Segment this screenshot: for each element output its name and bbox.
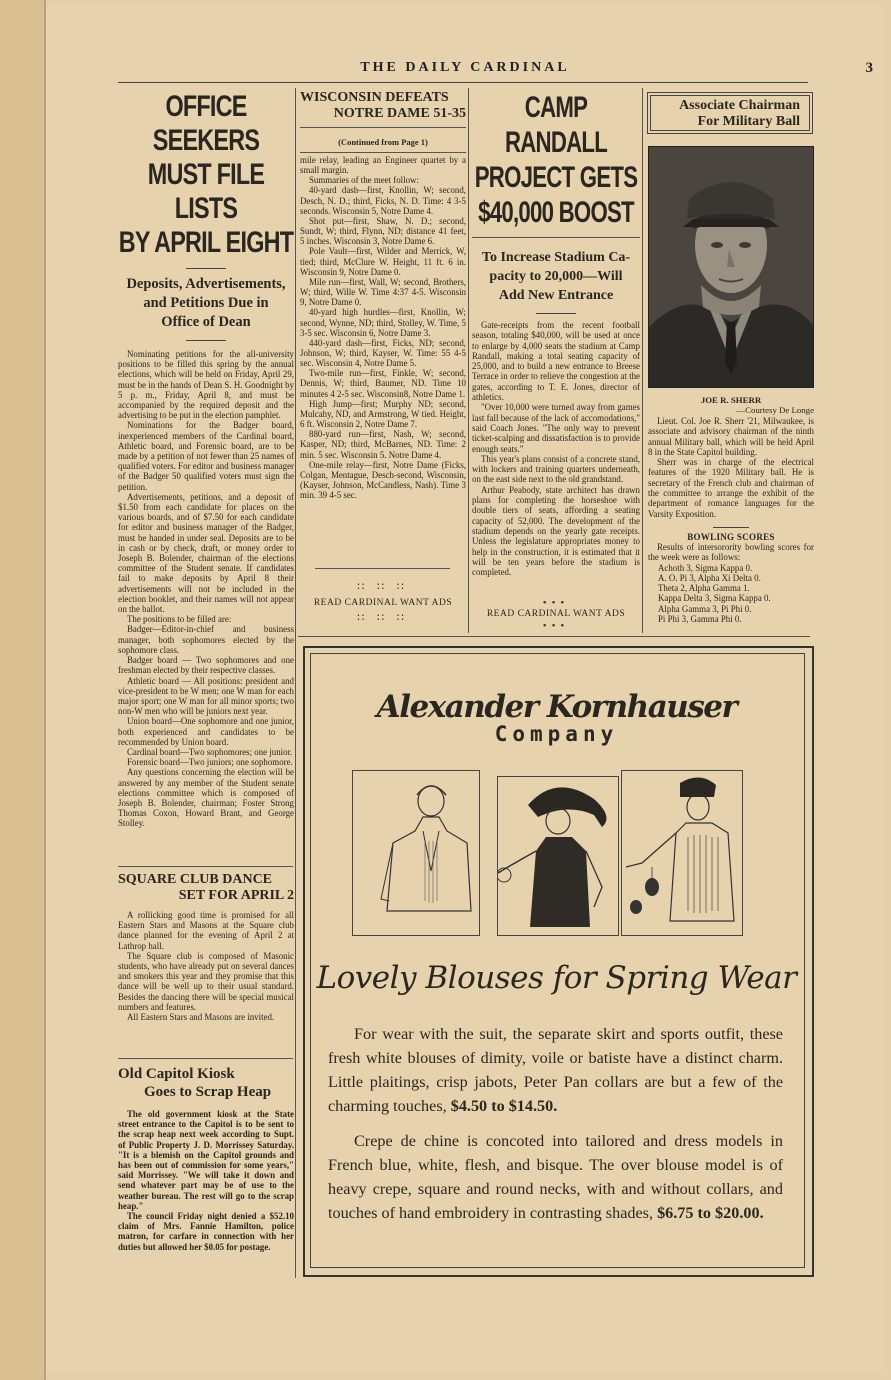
column-divider (468, 88, 469, 633)
bowling-line: Pi Phi 3, Gamma Phi 0. (658, 614, 742, 625)
ad-paragraph: For wear with the suit, the separate skirt and sports outfit, these fresh white blouses of dimity, voile or batiste have a distinct charm. Little plaitings, crisp jabots, Peter Pan collars are but a few of the charming touches, (328, 1025, 783, 1115)
column-divider (642, 88, 643, 633)
headline-line: OFFICE SEEKERS (152, 90, 260, 157)
bowling-body (648, 542, 814, 624)
headline-line: CAMP RANDALL (504, 91, 608, 159)
paragraph: 880-yard run—first, Nash, W; second, Kasper, ND; third, McBarnes, ND. Time: 2 min. 5 sec. Wisconsin 5. Notre Dame 4. (300, 429, 466, 460)
ad-body-2 (328, 1129, 783, 1225)
bowling-line: Theta 2, Alpha Gamma 1. (658, 583, 750, 594)
paragraph: Mile run—first, Wall, W; second, Brothers, W; third, Wille W. Time 4:37 4-5. Wisconsin 9, Notre Dame 0. (300, 276, 466, 308)
paragraph: Two-mile run—first, Finkle, W; second, Dennis, W; third, Baumer, ND. Time 10 minutes 4 2-5 sec. Wisconsin8, Notre Dame 1. (300, 368, 466, 399)
paragraph: 40-yard high hurdles—first, Knollin, W; second, Wynne, ND; third, Stolley, W. Time, 5 3-5 sec. Wisconsin 6, Notre Dame 3. (300, 307, 466, 338)
divider (300, 152, 466, 153)
photo-caption-name: JOE R. SHERR (700, 395, 762, 405)
binding-strip (0, 0, 46, 1380)
paragraph: High Jump—first; Murphy ND; second, Mulcahy, ND, and Armstrong, W tied. Height, 6 ft. Wisconsin 2, Notre Dame 7. (300, 398, 466, 430)
bowling-line: Alpha Gamma 3, Pi Phi 0. (658, 603, 752, 614)
headline-office-seekers (118, 90, 294, 260)
paragraph: Sherr was in charge of the electrical features of the 1920 Military ball. He is secretary of the French club and chairman of the committee to arrange the exhibit of the department of romance languages for the Varsity Exposition. (648, 457, 814, 519)
headline-square-club (118, 872, 294, 904)
bowling-line: Kappa Delta 3, Sigma Kappa 0. (658, 593, 771, 604)
article-kiosk (118, 1065, 294, 1252)
ornament-stars: ∷ ∷ ∷ (357, 581, 409, 593)
ad-brand-logo: Alexander Kornhauser (376, 689, 737, 725)
paragraph: Badger—Editor-in-chief and business manager, both sophomores elected by the sophomore class. (118, 624, 294, 655)
divider (186, 268, 226, 269)
paragraph: Nominating petitions for the all-university positions to be filled this spring by the annual elections, which will be held on Friday, April 29, must be in the hands of Dean S. H. Goodnight by 5 p. m., Friday, April 8, and must be accompanied by the required deposit and the advertising to be put in the election pamphlet. (118, 349, 294, 421)
body-camp-randall (472, 320, 640, 577)
headline-line: $40,000 BOOST (478, 196, 634, 229)
subhead-line: Deposits, Advertisements, (126, 276, 286, 292)
paragraph: Gate-receipts from the recent football season, totaling $40,000, will be used at once to enlarge by 4,000 seats the stadium at Camp Randall, making a total seating capacity of 25,000, and to build a new entrance to Breese Terrace in order to relieve the congestion at the gates, according to T. E. Jones, director of athletics. (472, 320, 640, 403)
ad-price: $6.75 to $20.00. (657, 1204, 764, 1222)
ad-top-rule (298, 636, 810, 637)
subhead-office-seekers (118, 275, 294, 332)
headline-line: For Military Ball (697, 114, 800, 129)
article-wisconsin-defeats (300, 90, 466, 500)
paragraph: Nominations for the Badger board, inexperienced members of the Cardinal board, Athletic board, and Forensic board, are to be made by a petition of not fewer than 25 names of qualified voters. For editor and business manager of the Badger 50 qualified voters must sign the petition. (118, 420, 294, 492)
paragraph: 440-yard dash—first, Ficks, ND; second, Johnson, W; third, Kayser, W. Time: 55 4-5 sec. Wisconsin 4, Notre Dame 5. (300, 337, 466, 369)
page-number: 3 (865, 60, 873, 76)
bowling-results (648, 563, 814, 625)
divider (186, 340, 226, 341)
paragraph: Results of intersorority bowling scores for the week were as follows: (648, 541, 814, 563)
paragraph: All Eastern Stars and Masons are invited. (127, 1012, 275, 1023)
headline-line: PROJECT GETS (474, 161, 638, 194)
paragraph: The old government kiosk at the State street entrance to the Capitol is to be sent to the scrap heap next week according to Supt. of Public Property J. D. Morrissey Saturday. "It is a blemish on the Capitol grounds and has been out of commission for some years," said Morrissey. "We will take it down and send whatever part may be of use to the weather bureau. The rest will go to the scrap heap." (118, 1109, 294, 1211)
divider (536, 313, 576, 314)
headline-military-ball (652, 98, 800, 130)
blouse-sketch-icon (353, 771, 479, 935)
ornament-stars: ••• (542, 620, 570, 632)
body-office-seekers (118, 349, 294, 829)
paragraph: Union board—One sophomore and one junior, both experienced and candidates to be recommended by Union board. (118, 716, 294, 747)
article-divider (118, 1058, 293, 1059)
photo-credit: —Courtesy De Longe (736, 405, 814, 415)
article-office-seekers (118, 90, 294, 829)
paragraph: The positions to be filled are: (127, 614, 232, 625)
blouse-sketch-icon (498, 777, 618, 935)
fashion-panel-1 (352, 770, 480, 936)
headline-line: Old Capitol Kiosk (118, 1066, 235, 1082)
want-ads-banner: READ CARDINAL WANT ADS (313, 598, 453, 608)
ad-tagline: Lovely Blouses for Spring Wear (316, 960, 797, 996)
paragraph: Lieut. Col. Joe R. Sherr '21, Milwaukee, is associate and advisory chairman of the ninth annual Military ball, which will be held April 8 in the State Capitol building. (648, 416, 814, 457)
blouse-sketch-icon (622, 771, 742, 935)
paragraph: Forensic board—Two juniors; one sophomore. (127, 757, 293, 768)
ad-brand-block (310, 690, 803, 746)
article-divider (118, 866, 293, 867)
ad-paragraph: Crepe de chine is concoted into tailored and dress models in French blue, white, flesh, and bisque. The over blouse model is of heavy crepe, square and round necks, with and without collars, and touches of hand embroidery in contrasting shades, (328, 1132, 783, 1222)
headline-wisconsin (300, 90, 466, 122)
paragraph: This year's plans consist of a concrete stand, with lockers and training quarters underneath, on the east side next to the old grandstand. (472, 453, 640, 485)
masthead: THE DAILY CARDINAL (360, 60, 570, 75)
headline-line: Goes to Scrap Heap (144, 1084, 272, 1100)
paragraph: Shot put—first, Shaw, N. D.; second, Sundt, W; third, Flynn, ND; distance 41 feet, 5 inches. Wisconsin 3, Notre Dame 6. (300, 215, 466, 247)
paragraph: A rollicking good time is promised for all Eastern Stars and Masons at the Square club dance planned for the evening of April 2 at Lathrop hall. (118, 910, 294, 951)
subhead-line: Office of Dean (161, 314, 251, 330)
subhead-line: To Increase Stadium Ca- (481, 250, 631, 265)
headline-camp-randall (472, 90, 639, 230)
headline-kiosk (118, 1065, 294, 1101)
portrait-illustration (649, 147, 813, 387)
headline-line: NOTRE DAME 51-35 (333, 106, 466, 121)
column-divider (295, 88, 296, 1278)
bowling-heading: BOWLING SCORES (687, 531, 775, 542)
article-sherr (648, 395, 814, 624)
bowling-line: Achoth 3, Sigma Kappa 0. (658, 562, 753, 573)
bowling-line: A. O. Pi 3, Alpha Xi Delta 0. (658, 572, 761, 583)
paragraph: "Over 10,000 were turned away from games last fall because of the lack of accomodations," said Coach Jones. "The only way to prevent ticket-scalping and dissatisfaction is to provide enough seats." (472, 402, 640, 454)
headline-box (647, 92, 813, 134)
paragraph: Summaries of the meet follow: (309, 175, 419, 186)
paragraph: 40-yard dash—first, Knollin, W; second, Desch, N. D.; third, Ficks, N. D. Time: 4 3-5 seconds. Wisconsin 5, Notre Dame 4. (300, 185, 466, 216)
divider (713, 527, 749, 528)
paragraph: mile relay, leading an Engineer quartet by a small margin. (300, 155, 466, 176)
ad-price: $4.50 to $14.50. (450, 1097, 558, 1115)
headline-line: WISCONSIN DEFEATS (300, 90, 449, 105)
paragraph: Athletic board — All positions: president and vice-president to be W men; one W man for each major sport; one W man for all minor sports; two non-W men who will be juniors next year. (118, 675, 294, 717)
masthead-rule (118, 82, 808, 83)
headline-line: BY APRIL EIGHT (118, 226, 294, 259)
paragraph: Pole Vault—first, Wilder and Merrick, W, tied; third, McClure W. Height, 11 ft. 6 in. Wisconsin 9, Notre Dame 0. (300, 246, 466, 277)
article-camp-randall (472, 90, 640, 577)
subhead-line: Add New Entrance (498, 288, 614, 303)
headline-line: SQUARE CLUB DANCE (118, 872, 273, 887)
ad-body-1 (328, 1022, 783, 1118)
headline-line: MUST FILE LISTS (147, 158, 265, 225)
paragraph: Arthur Peabody, state architect has drawn plans for completing the horseshoe with double tiers of seats, affording a seating capacity of 52,000. The development of the stadium depends on the yearly gate receipts. Unless the legislature appropriates money to help in the construction, it is estimated that it will be ten years before the stadium is completed. (472, 484, 640, 578)
body-sherr (648, 416, 814, 519)
paragraph: Badger board — Two sophomores and one freshman elected by their respective classes. (118, 655, 294, 676)
paragraph: Cardinal board—Two sophomores; one junior. (127, 746, 293, 757)
fashion-panel-2 (497, 776, 619, 936)
body-wisconsin (300, 155, 466, 500)
paragraph: Advertisements, petitions, and a deposit of $1.50 from each candidate for places on the various boards, and of $7.50 for each candidate for editor and business manager of the Badger, must be handed in under seal. Deposits are to be in cash or by check, draft, or money order to Joseph B. Bolender, chairman of the elections committee of the Student senate. If candidates fail to make deposits by April 8 their advertisements will not be included in the election booklet, and their names will not appear on the ballot. (118, 491, 294, 615)
want-ads-banner: READ CARDINAL WANT ADS (486, 609, 626, 619)
continued-note: (Continued from Page 1) (338, 137, 428, 147)
divider (472, 237, 640, 238)
paragraph: One-mile relay—first, Notre Dame (Ficks, Colgan, Mentague, Desch-second, Wisconsin, (Kayser, Johnson, McCandless, Nash). Time 3 min. 39 4-5 sec. (300, 459, 466, 501)
body-square-club (118, 910, 294, 1022)
ornament-stars: ••• (542, 597, 570, 609)
ornament-stars: ∷ ∷ ∷ (357, 612, 409, 624)
headline-line: Associate Chairman (679, 98, 800, 113)
subhead-line: pacity to 20,000—Will (489, 269, 623, 284)
paragraph: The Square club is composed of Masonic students, who have already put on several dances and smokers this year and they promise that this dance will be well up to their usual standard. Besides the dancing there will be special musical numbers and features. (118, 950, 294, 1012)
subhead-line: and Petitions Due in (143, 295, 269, 311)
subhead-camp-randall (472, 248, 640, 305)
ad-brand-sub: Company (494, 722, 619, 746)
headline-line: SET FOR APRIL 2 (178, 888, 294, 903)
paragraph: The council Friday night denied a $52.10 claim of Mrs. Fannie Hamilton, police matron, for carfare in connection with her duties but allowed her $0.05 for postage. (118, 1211, 294, 1252)
paragraph: Any questions concerning the election will be answered by any member of the Student senate elections committee which is composed of Joseph B. Bolender, chairman; Foster Strong Thomas Coxon, Howard Brant, and George Stolley. (118, 767, 294, 829)
fashion-panel-3 (621, 770, 743, 936)
portrait-photo (648, 146, 814, 388)
divider (300, 127, 466, 128)
body-kiosk (118, 1109, 294, 1252)
divider (315, 568, 450, 569)
article-square-club (118, 872, 294, 1022)
